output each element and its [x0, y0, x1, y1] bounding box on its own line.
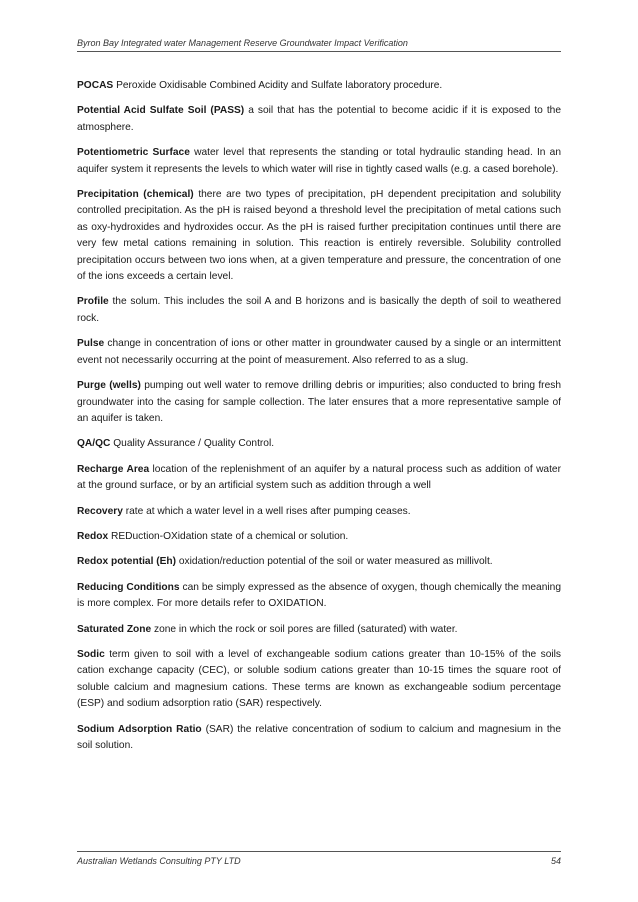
- glossary-term: Purge (wells): [77, 380, 141, 392]
- glossary-definition: rate at which a water level in a well rises after pumping ceases.: [125, 505, 411, 517]
- glossary-definition: Quality Assurance / Quality Control.: [113, 438, 275, 450]
- glossary-term: Recharge Area: [77, 463, 150, 475]
- glossary-entry: [77, 103, 561, 136]
- page-header: [77, 38, 561, 52]
- glossary-entry: [77, 145, 561, 178]
- footer-company: Australian Wetlands Consulting PTY LTD: [77, 856, 241, 866]
- glossary-entry: [77, 580, 561, 613]
- glossary-definition: a soil that has the potential to become acidic if it is exposed to the atmosphere.: [77, 105, 561, 133]
- glossary-term: Sodic: [77, 648, 105, 660]
- glossary-definition: can be simply expressed as the absence of oxygen, though chemically the meaning is more complex. For more details refer to OXIDATION.: [77, 581, 561, 610]
- glossary-definition: water level that represents the standing or total hydraulic standing head. In an aquifer system it represents the levels to which water will rise in tightly cased walls (e.g. a cased borehole).: [77, 147, 561, 175]
- glossary-term: Precipitation (chemical): [77, 189, 194, 201]
- glossary-term: Redox potential (Eh): [77, 556, 177, 568]
- page-footer: [77, 851, 561, 866]
- glossary-term: QA/QC: [77, 438, 111, 450]
- glossary-definition: (SAR) the relative concentration of sodium to calcium and magnesium in the soil solution.: [77, 723, 561, 751]
- glossary-entry: [77, 504, 561, 520]
- glossary-entry: [77, 722, 561, 755]
- glossary-entry: [77, 294, 561, 327]
- glossary-entry: [77, 378, 561, 427]
- glossary-entry: [77, 436, 561, 452]
- glossary-definition: oxidation/reduction potential of the soil or water measured as millivolt.: [178, 556, 493, 568]
- glossary-definition: Peroxide Oxidisable Combined Acidity and Sulfate laboratory procedure.: [116, 80, 443, 91]
- glossary-term: Profile: [77, 296, 109, 308]
- glossary-entry: [77, 529, 561, 545]
- glossary-entry: [77, 622, 561, 638]
- glossary-term: POCAS: [77, 80, 114, 91]
- glossary-term: Potentiometric Surface: [77, 147, 190, 159]
- glossary-content: [77, 78, 561, 763]
- glossary-term: Potential Acid Sulfate Soil (PASS): [77, 105, 245, 117]
- glossary-term: Reducing Conditions: [77, 581, 180, 593]
- glossary-definition: term given to soil with a level of exchangeable sodium cations greater than 10-15% of the soils cation exchange capacity (CEC), or soluble sodium cations greater than 10-15 times the square root of soluble calcium and magnesium cations. These terms are known as exchangeable sodium percentage (ESP) and sodium adsorption ratio (SAR) respectively.: [77, 648, 561, 710]
- glossary-term: Recovery: [77, 505, 123, 517]
- glossary-entry: [77, 336, 561, 369]
- glossary-term: Pulse: [77, 338, 105, 350]
- glossary-entry: [77, 187, 561, 285]
- glossary-entry: [77, 462, 561, 495]
- page-number: 54: [550, 856, 561, 866]
- glossary-definition: REDuction-OXidation state of a chemical or solution.: [110, 530, 349, 542]
- glossary-definition: zone in which the rock or soil pores are filled (saturated) with water.: [154, 623, 458, 635]
- glossary-term: Saturated Zone: [77, 623, 152, 635]
- glossary-definition: pumping out well water to remove drilling debris or impurities; also conducted to bring fresh groundwater into the casing for sample collection. The later ensures that a more representative sample of an aquifer is taken.: [77, 380, 561, 424]
- document-title: Byron Bay Integrated water Management Reserve Groundwater Impact Verification: [77, 38, 408, 48]
- glossary-definition: there are two types of precipitation, pH dependent precipitation and solubility controlled precipitation. As the pH is raised beyond a threshold level the precipitation of metal cations such as oxy-hydroxides and hydroxides occur. As the pH is raised further precipitation continues until there are very few metal cations remaining in solution. This reaction is entirely reversible. Solubility controlled precipitation occurs between two ions when, at a given temperature and pressure, the concentration of one of the ions exceeds a certain level.: [77, 189, 561, 283]
- glossary-entry: [77, 647, 561, 713]
- glossary-definition: location of the replenishment of an aquifer by a natural process such as addition of water at the ground surface, or by an artificial system such as addition through a well: [77, 463, 561, 492]
- glossary-definition: the solum. This includes the soil A and B horizons and is basically the depth of soil to weathered rock.: [77, 296, 561, 324]
- glossary-definition: change in concentration of ions or other matter in groundwater caused by a single or an intermittent event not necessarily occurring at the point of measurement. Also referred to as a slug.: [77, 338, 561, 366]
- glossary-entry: [77, 554, 561, 570]
- glossary-term: Redox: [77, 530, 109, 542]
- glossary-entry: [77, 78, 561, 94]
- glossary-term: Sodium Adsorption Ratio: [77, 723, 202, 735]
